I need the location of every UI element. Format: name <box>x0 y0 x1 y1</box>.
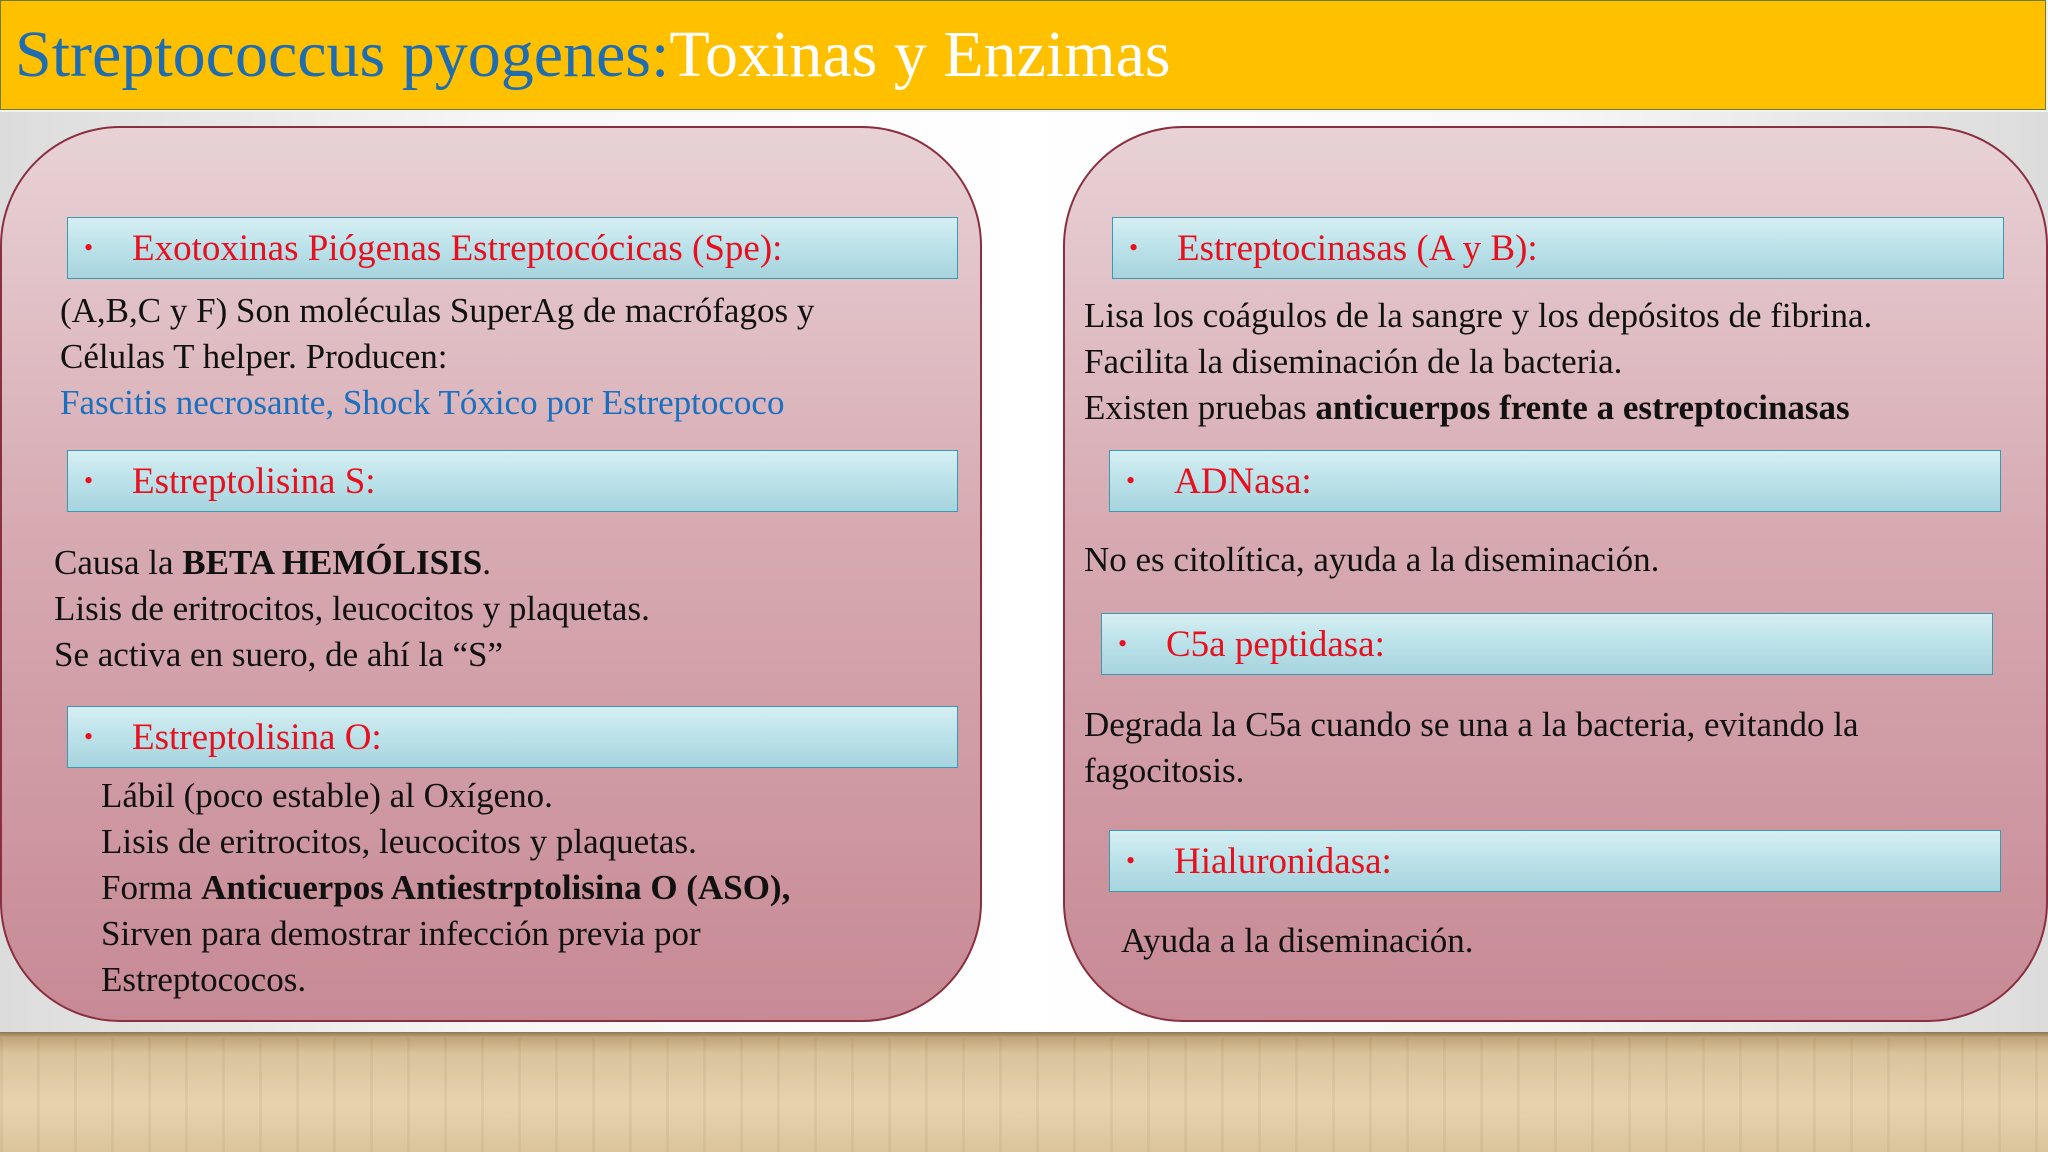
text-bold-fragment: BETA HEMÓLISIS <box>182 543 483 582</box>
text-line: Células T helper. Producen: <box>60 337 448 376</box>
header-estreptolisina-o <box>67 706 958 768</box>
text-bold-fragment: Anticuerpos Antiestrptolisina O (ASO), <box>201 868 791 907</box>
header-c5a-peptidasa-label: C5a peptidasa: <box>1166 623 1385 665</box>
text-exotoxinas <box>60 288 814 426</box>
header-c5a-peptidasa <box>1101 613 1993 675</box>
header-estreptolisina-s-label: Estreptolisina S: <box>132 460 376 502</box>
text-line: No es citolítica, ayuda a la diseminación. <box>1084 540 1660 579</box>
bullet-icon: • <box>84 233 94 262</box>
bullet-icon: • <box>84 466 94 495</box>
title-sub: Toxinas y Enzimas <box>669 18 1171 91</box>
text-fragment: Forma <box>101 868 202 907</box>
header-adnasa-label: ADNasa: <box>1174 460 1312 502</box>
text-line <box>54 540 650 586</box>
header-estreptocinasas-label: Estreptocinasas (A y B): <box>1177 227 1538 269</box>
text-line: (A,B,C y F) Son moléculas SuperAg de macrófagos y <box>60 291 815 330</box>
header-estreptolisina-o-label: Estreptolisina O: <box>132 716 382 758</box>
bullet-icon: • <box>84 722 94 751</box>
text-adnasa <box>1084 537 1659 583</box>
header-adnasa <box>1109 450 2001 512</box>
text-estreptolisina-s <box>54 540 650 678</box>
text-line: Ayuda a la diseminación. <box>1121 921 1474 960</box>
text-line <box>101 865 790 911</box>
bullet-icon: • <box>1129 233 1139 262</box>
header-estreptocinasas <box>1112 217 2004 279</box>
text-line: Lisis de eritrocitos, leucocitos y plaquetas. <box>54 589 650 628</box>
text-estreptolisina-o <box>101 773 790 1003</box>
text-c5a-peptidasa <box>1084 702 1859 794</box>
text-line: Se activa en suero, de ahí la “S” <box>54 635 503 674</box>
text-fragment: . <box>482 543 491 582</box>
text-line: Lábil (poco estable) al Oxígeno. <box>101 776 553 815</box>
header-exotoxinas-label: Exotoxinas Piógenas Estreptocócicas (Spe): <box>132 227 783 269</box>
text-line: fagocitosis. <box>1084 751 1245 790</box>
text-line: Estreptococos. <box>101 960 307 999</box>
wood-floor <box>0 1032 2048 1152</box>
text-line: Lisa los coágulos de la sangre y los depósitos de fibrina. <box>1084 296 1873 335</box>
text-line: Facilita la diseminación de la bacteria. <box>1084 342 1623 381</box>
text-line: Sirven para demostrar infección previa por <box>101 914 701 953</box>
slide-title <box>0 0 2046 110</box>
bullet-icon: • <box>1126 846 1136 875</box>
header-hialuronidasa <box>1109 830 2001 892</box>
title-main: Streptococcus pyogenes: <box>15 18 670 91</box>
text-fragment: Causa la <box>54 543 183 582</box>
header-exotoxinas <box>67 217 958 279</box>
text-line: Lisis de eritrocitos, leucocitos y plaquetas. <box>101 822 697 861</box>
text-line-diseases: Fascitis necrosante, Shock Tóxico por Estreptococo <box>60 383 785 422</box>
text-line: Degrada la C5a cuando se una a la bacteria, evitando la <box>1084 705 1859 744</box>
header-estreptolisina-s <box>67 450 958 512</box>
text-hialuronidasa <box>1121 918 1474 964</box>
header-hialuronidasa-label: Hialuronidasa: <box>1174 840 1392 882</box>
text-line <box>1084 385 1872 431</box>
text-fragment: Existen pruebas <box>1084 388 1316 427</box>
text-bold-fragment: anticuerpos frente a estreptocinasas <box>1315 388 1850 427</box>
bullet-icon: • <box>1126 466 1136 495</box>
text-estreptocinasas <box>1084 293 1872 431</box>
bullet-icon: • <box>1118 629 1128 658</box>
